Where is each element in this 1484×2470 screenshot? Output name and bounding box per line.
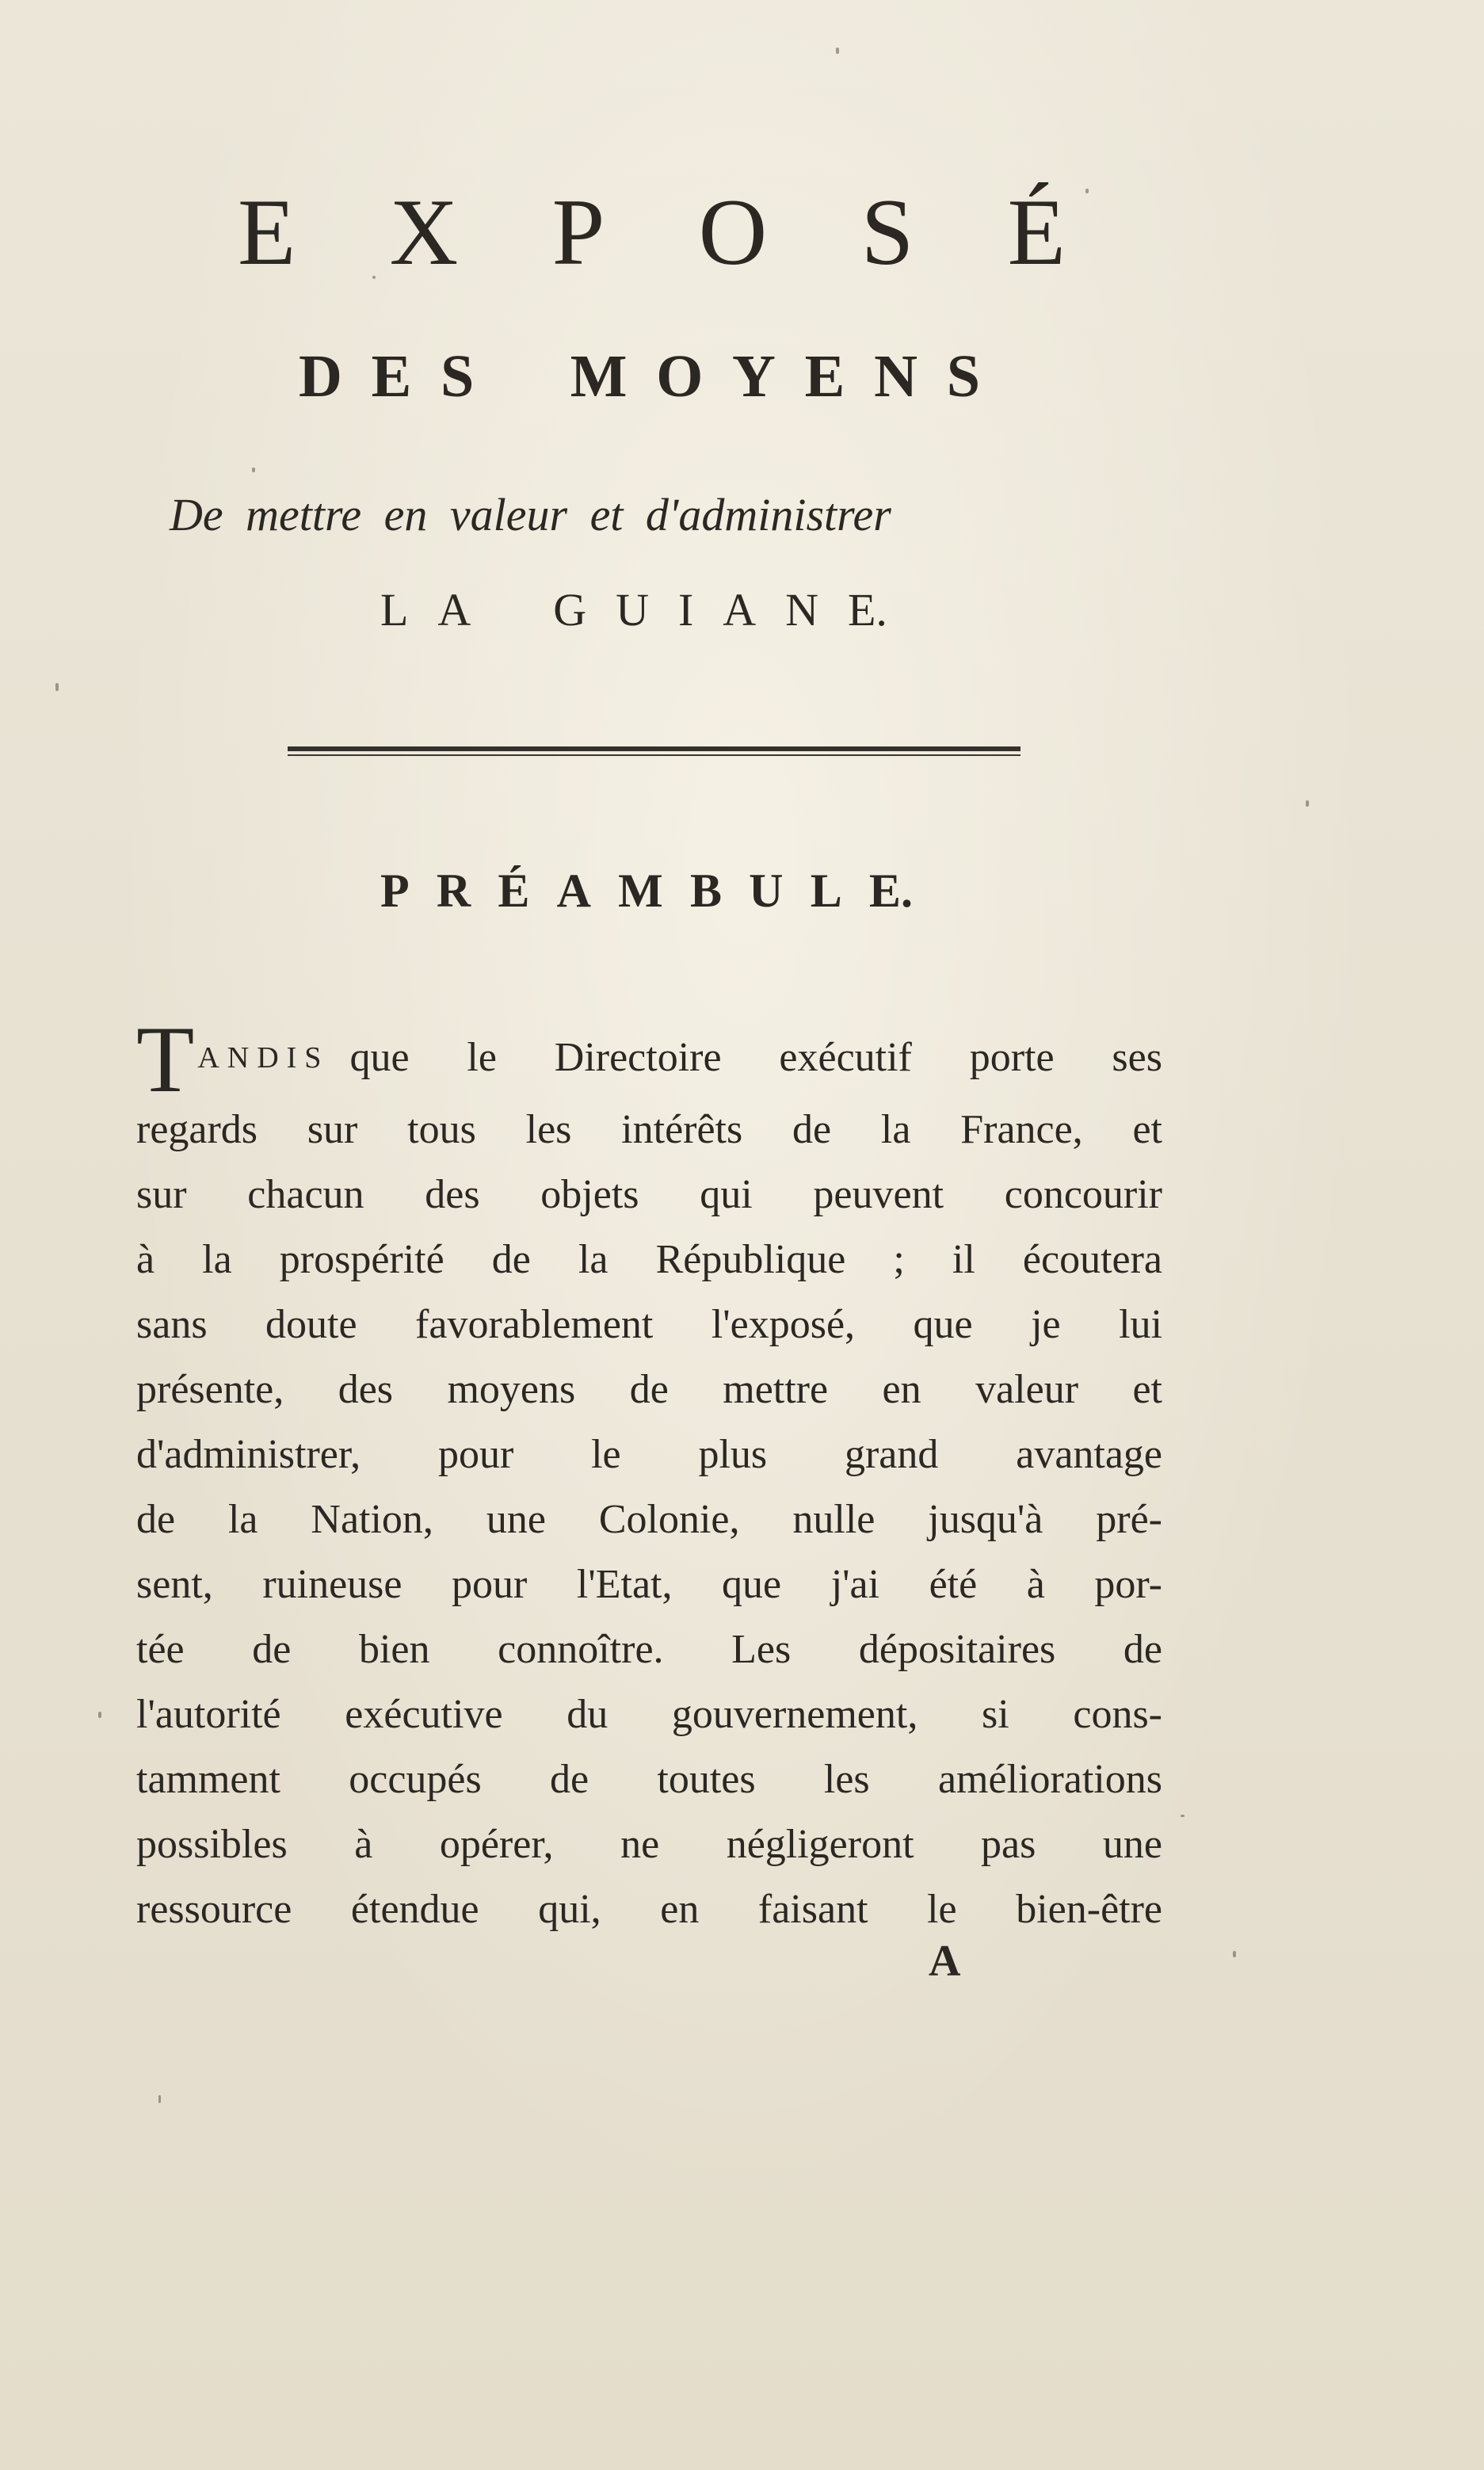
text-line-rest: que le Directoire exécutif porte ses [349,1035,1162,1080]
guiane-letter: I [677,584,694,636]
text-line: de la Nation, une Colonie, nulle jusqu'à pré- [136,1497,1162,1542]
text-line: présente, des moyens de mettre en valeur et [136,1367,1162,1412]
rule-thick-line [288,746,1020,751]
text-line: regards sur tous les intérêts de la France, et [136,1107,1162,1152]
paper-speck [252,468,255,472]
section-heading [380,859,913,922]
text-line: possibles à opérer, ne négligeront pas une [136,1822,1162,1867]
small-caps-word: ANDIS [197,1041,330,1075]
text-line: d'administrer, pour le plus grand avantage [136,1432,1162,1477]
heading-letter: É [498,865,530,917]
heading-letter: L [810,865,842,917]
signature-mark: A [929,1937,961,1986]
heading-letter: A [556,865,591,917]
word-gap [503,341,541,412]
paper-speck [1085,189,1089,193]
guiane-letter: N [785,584,818,636]
title-letter: É [1007,179,1066,284]
text-line: ressource étendue qui, en faisant le bien-être [136,1887,1162,1932]
subtitle-letter: Y [732,343,776,410]
heading-letter: B [689,865,722,917]
text-line: tamment occupés de toutes les améliorations [136,1757,1162,1802]
text-line: sur chacun des objets qui peuvent concourir [136,1172,1162,1217]
italic-subtitle: De mettre en valeur et d'administrer [170,489,891,540]
guiane-letter: E. [847,584,887,636]
subtitle-letter: D [299,343,342,410]
text-line: sent, ruineuse pour l'Etat, que j'ai été à por- [136,1562,1162,1607]
text-line-first [136,1006,1162,1112]
page-title [238,181,1066,284]
paper-speck [836,48,839,54]
paper-speck [1306,800,1309,807]
subtitle [299,341,980,412]
guiane-letter: A [723,584,757,636]
double-rule-divider [288,746,1020,759]
paper-speck [55,683,59,691]
guiane-heading [380,578,887,642]
body-paragraph [136,1006,1162,1942]
paper-speck [158,2095,161,2103]
subtitle-letter: M [570,343,628,410]
heading-letter: P [380,865,410,917]
guiane-letter: G [553,584,587,636]
subtitle-letter: S [441,343,475,410]
subtitle-letter: S [946,343,980,410]
subtitle-letter: O [656,343,704,410]
title-letter: X [389,179,459,284]
text-line: tée de bien connoître. Les dépositaires de [136,1627,1162,1672]
paper-speck [1233,1951,1236,1957]
guiane-letter: U [616,584,649,636]
title-letter: O [698,179,768,284]
guiane-letter: L [380,584,409,636]
text-line: sans doute favorablement l'exposé, que je lui [136,1302,1162,1347]
subtitle-letter: E [804,343,845,410]
text-line: à la prospérité de la République ; il écoutera [136,1237,1162,1282]
heading-letter: U [749,865,784,917]
heading-letter: E. [868,865,913,917]
subtitle-letter: N [874,343,917,410]
heading-letter: R [436,865,471,917]
title-letter: S [860,179,914,284]
paper-speck [372,276,376,279]
heading-letter: M [618,865,663,917]
text-line: l'autorité exécutive du gouvernement, si cons- [136,1692,1162,1737]
title-letter: E [238,179,296,284]
rule-thin-line [288,754,1020,756]
word-gap [500,578,524,642]
paper-speck [1181,1815,1185,1817]
guiane-letter: A [437,584,471,636]
title-letter: P [551,179,605,284]
paper-speck [98,1712,101,1718]
drop-cap: T [136,1006,195,1112]
subtitle-letter: E [371,343,412,410]
